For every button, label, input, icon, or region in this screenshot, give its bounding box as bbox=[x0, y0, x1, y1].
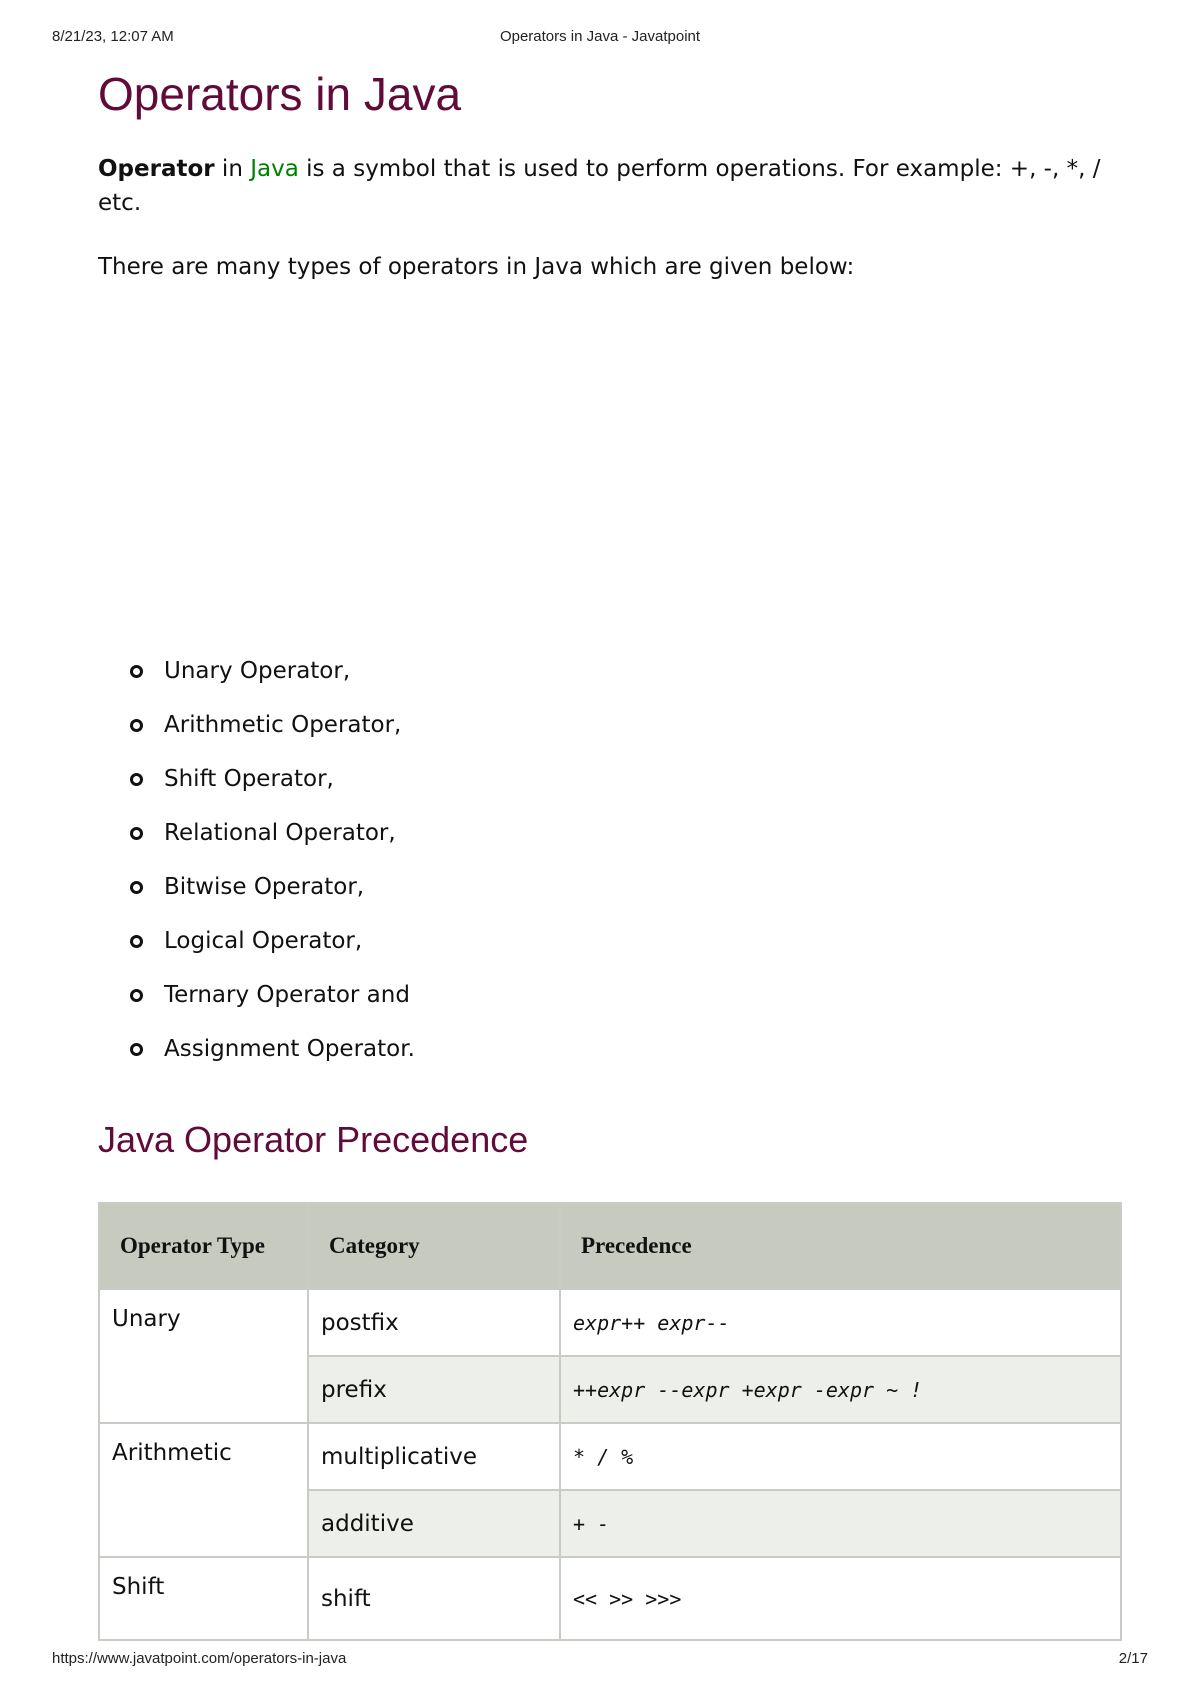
circle-bullet-icon bbox=[130, 827, 143, 840]
java-link[interactable]: Java bbox=[250, 156, 299, 182]
list-item-label: Shift Operator, bbox=[164, 766, 334, 792]
types-intro-paragraph: There are many types of operators in Java which are given below: bbox=[98, 254, 855, 280]
circle-bullet-icon bbox=[130, 719, 143, 732]
list-item bbox=[98, 816, 1120, 870]
circle-bullet-icon bbox=[130, 1043, 143, 1056]
list-item bbox=[98, 978, 1120, 1032]
table-row bbox=[99, 1557, 1121, 1640]
table-cell-precedence: * / % bbox=[560, 1423, 1121, 1490]
table-cell-precedence: ++expr --expr +expr -expr ~ ! bbox=[560, 1356, 1121, 1423]
list-item-label: Arithmetic Operator, bbox=[164, 712, 402, 738]
intro-in: in bbox=[214, 156, 251, 182]
list-item-label: Relational Operator, bbox=[164, 820, 396, 846]
intro-bold-term: Operator bbox=[98, 156, 215, 182]
list-item-label: Unary Operator, bbox=[164, 658, 351, 684]
table-cell-type: Arithmetic bbox=[99, 1423, 308, 1557]
list-item bbox=[98, 654, 1120, 708]
print-url: https://www.javatpoint.com/operators-in-java bbox=[52, 1650, 347, 1667]
list-item bbox=[98, 708, 1120, 762]
list-item bbox=[98, 762, 1120, 816]
table-row bbox=[99, 1289, 1121, 1356]
precedence-heading: Java Operator Precedence bbox=[98, 1119, 529, 1160]
list-item-label: Assignment Operator. bbox=[164, 1036, 415, 1062]
circle-bullet-icon bbox=[130, 989, 143, 1002]
list-item bbox=[98, 924, 1120, 978]
page-title: Operators in Java bbox=[98, 68, 462, 120]
circle-bullet-icon bbox=[130, 881, 143, 894]
table-header-precedence: Precedence bbox=[560, 1203, 1121, 1289]
table-cell-category: postfix bbox=[308, 1289, 560, 1356]
table-header-category: Category bbox=[308, 1203, 560, 1289]
table-cell-precedence: expr++ expr-- bbox=[560, 1289, 1121, 1356]
intro-rest: is a symbol that is used to perform operations. For example: +, -, *, / etc. bbox=[98, 156, 1101, 216]
table-cell-precedence: << >> >>> bbox=[560, 1557, 1121, 1640]
list-item-label: Logical Operator, bbox=[164, 928, 363, 954]
table-row bbox=[99, 1423, 1121, 1490]
list-item bbox=[98, 1032, 1120, 1086]
article-content bbox=[98, 62, 1120, 1641]
table-cell-type: Shift bbox=[99, 1557, 308, 1640]
precedence-table bbox=[98, 1202, 1122, 1641]
circle-bullet-icon bbox=[130, 665, 143, 678]
print-date: 8/21/23, 12:07 AM bbox=[52, 28, 174, 45]
list-item bbox=[98, 870, 1120, 924]
list-item-label: Ternary Operator and bbox=[164, 982, 410, 1008]
table-header-row bbox=[99, 1203, 1121, 1289]
circle-bullet-icon bbox=[130, 773, 143, 786]
blank-image-area bbox=[98, 284, 1120, 654]
print-title: Operators in Java - Javatpoint bbox=[499, 28, 701, 45]
table-cell-precedence: + - bbox=[560, 1490, 1121, 1557]
table-cell-category: additive bbox=[308, 1490, 560, 1557]
table-cell-category: shift bbox=[308, 1557, 560, 1640]
operators-list bbox=[98, 654, 1120, 1086]
intro-paragraph bbox=[98, 152, 1120, 220]
table-cell-type: Unary bbox=[99, 1289, 308, 1423]
circle-bullet-icon bbox=[130, 935, 143, 948]
table-cell-category: multiplicative bbox=[308, 1423, 560, 1490]
table-cell-category: prefix bbox=[308, 1356, 560, 1423]
list-item-label: Bitwise Operator, bbox=[164, 874, 365, 900]
print-page-number: 2/17 bbox=[1118, 1650, 1148, 1667]
table-header-operator-type: Operator Type bbox=[99, 1203, 308, 1289]
